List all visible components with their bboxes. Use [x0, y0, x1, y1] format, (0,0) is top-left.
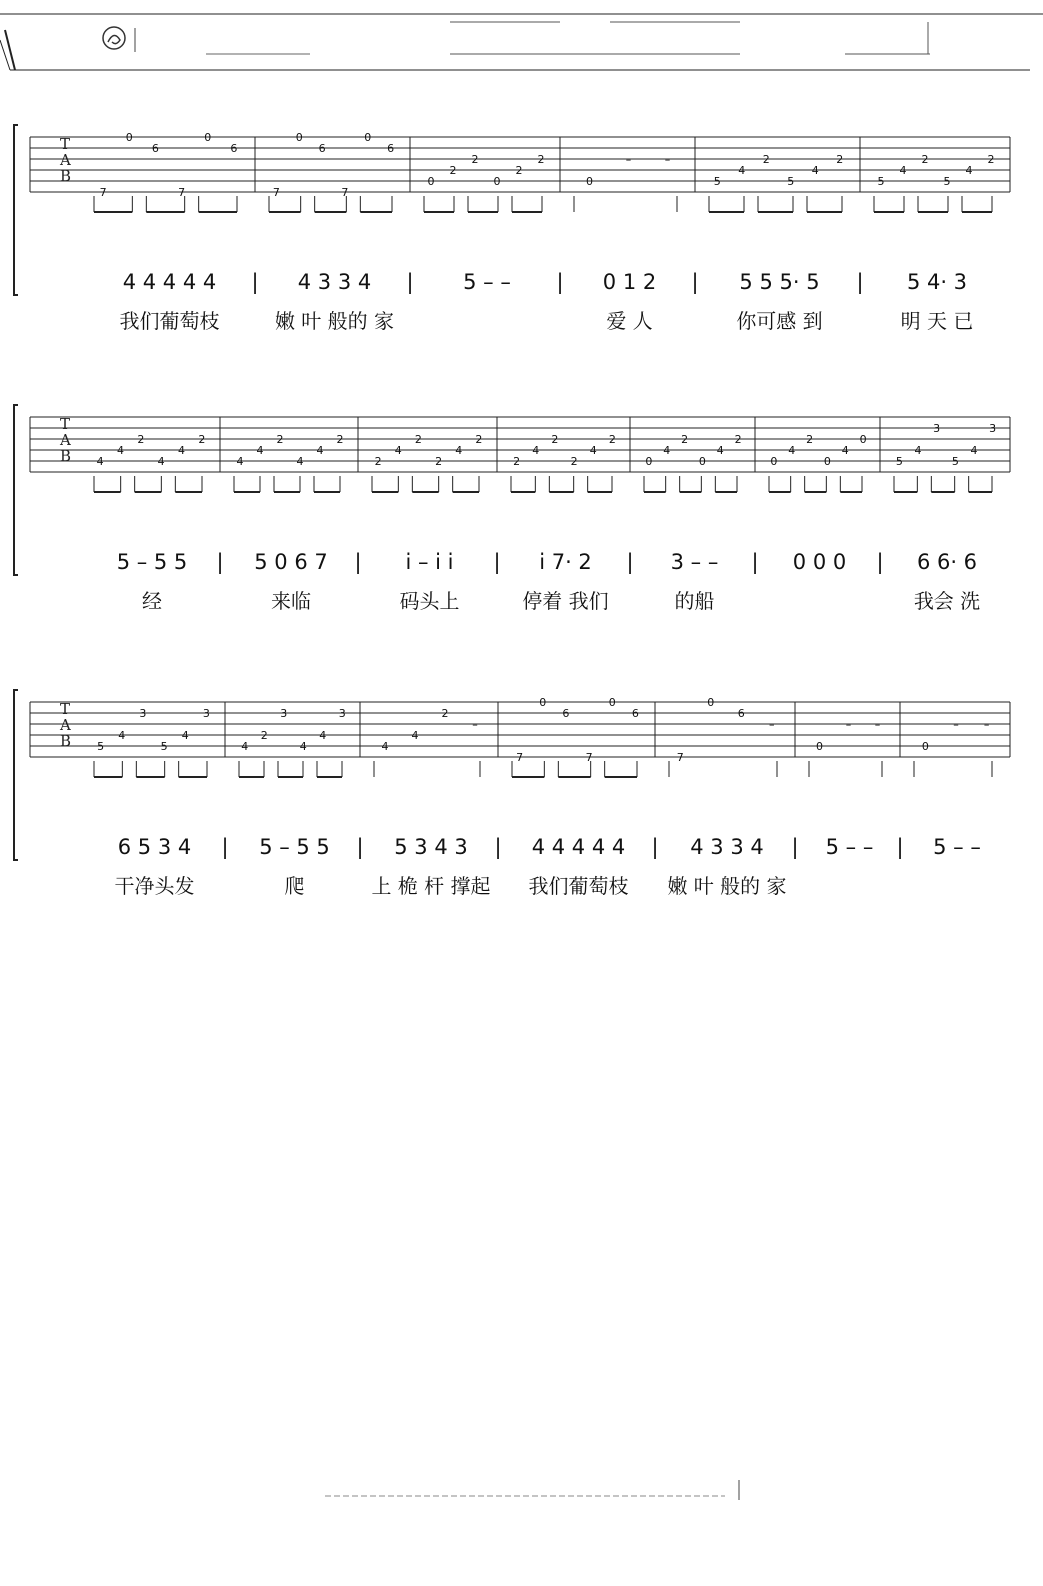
tab-fret-number: –: [472, 718, 478, 731]
lyric-segment: 你可感 到: [736, 309, 823, 333]
tab-clef-letter: T: [60, 135, 71, 153]
tab-fret-number: 6: [318, 142, 326, 155]
tab-fret-number: 4: [256, 444, 264, 457]
tab-fret-number: 2: [921, 153, 929, 166]
lyric-segment: 我会 洗: [913, 589, 981, 613]
tab-fret-number: 4: [178, 444, 185, 457]
tab-fret-number: 0: [608, 696, 616, 709]
tab-fret-number: 5: [877, 175, 885, 188]
jianpu-measure: 5 5 5· 5: [739, 270, 820, 294]
tab-clef-letter: T: [60, 415, 71, 433]
jianpu-measure: 0 0 0: [792, 550, 847, 574]
lyric-segment: 停着 我们: [522, 589, 609, 613]
tab-fret-number: 4: [455, 444, 463, 457]
tab-fret-number: 2: [836, 153, 844, 166]
tab-fret-number: 0: [364, 131, 372, 144]
tab-fret-number: 2: [475, 433, 483, 446]
tab-fret-number: 0: [859, 433, 867, 446]
tab-fret-number: 4: [296, 455, 304, 468]
tab-clef-letter: B: [60, 732, 72, 750]
tab-fret-number: 2: [137, 433, 145, 446]
score-system-3: [10, 690, 1035, 898]
tab-fret-number: 4: [236, 455, 244, 468]
tab-fret-number: 4: [316, 444, 324, 457]
tab-fret-number: 0: [770, 455, 778, 468]
tab-fret-number: –: [845, 718, 852, 731]
jianpu-measure: 5 – –: [463, 270, 511, 294]
jianpu-measure: 3 – –: [670, 550, 719, 574]
lyric-segment: 我们葡萄枝: [119, 309, 220, 333]
page-header: [0, 0, 1043, 80]
tab-fret-number: 4: [181, 729, 189, 742]
tab-fret-number: –: [769, 718, 775, 731]
tab-fret-number: 5: [713, 175, 721, 188]
jianpu-measure: i 7· 2: [539, 550, 592, 574]
tab-fret-number: –: [664, 153, 671, 166]
tab-fret-number: 7: [341, 186, 349, 199]
tab-fret-number: 0: [427, 175, 435, 188]
page-footer: [325, 1478, 745, 1508]
jianpu-row: [10, 270, 1035, 304]
tab-fret-number: –: [874, 718, 881, 731]
tab-fret-number: 4: [589, 444, 597, 457]
jianpu-row: [10, 550, 1035, 584]
lyric-segment: 来临: [271, 589, 311, 613]
tab-fret-number: 2: [762, 153, 770, 166]
tab-fret-number: 2: [570, 455, 578, 468]
tab-fret-number: 2: [441, 707, 449, 720]
jianpu-barline: |: [356, 835, 364, 859]
tab-fret-number: 4: [118, 729, 126, 742]
tab-fret-number: 4: [157, 455, 165, 468]
tab-fret-number: 4: [738, 164, 746, 177]
tab-fret-number: 2: [513, 455, 521, 468]
tab-fret-number: 6: [387, 142, 395, 155]
tab-clef-letter: A: [60, 431, 71, 449]
jianpu-barline: |: [691, 270, 699, 294]
tab-fret-number: 5: [97, 740, 105, 753]
tab-fret-number: 4: [811, 164, 819, 177]
tab-fret-number: 3: [139, 707, 147, 720]
jianpu-barline: |: [791, 835, 799, 859]
tab-fret-number: 4: [117, 444, 124, 457]
tab-fret-number: 4: [241, 740, 249, 753]
tab-fret-number: 4: [394, 444, 402, 457]
tab-clef-letter: T: [60, 700, 71, 718]
jianpu-barline: |: [493, 550, 501, 574]
tab-fret-number: 4: [841, 444, 849, 457]
tab-fret-number: 3: [338, 707, 346, 720]
tab-fret-number: 5: [787, 175, 795, 188]
tab-fret-number: 2: [551, 433, 559, 446]
jianpu-measure: 4 3 3 4: [690, 835, 764, 859]
tab-fret-number: 7: [272, 186, 280, 199]
tab-fret-number: 2: [435, 455, 443, 468]
tab-fret-number: –: [625, 153, 632, 166]
tab-fret-number: 0: [586, 175, 593, 188]
lyric-segment: 的船: [674, 589, 715, 613]
tab-fret-number: 0: [707, 696, 715, 709]
tab-fret-number: 0: [125, 131, 133, 144]
tab-fret-number: 4: [970, 444, 978, 457]
tab-fret-number: 5: [943, 175, 951, 188]
tab-fret-number: 4: [319, 729, 327, 742]
tab-fret-number: 0: [921, 740, 929, 753]
tab-fret-number: 0: [698, 455, 706, 468]
tab-fret-number: 2: [734, 433, 742, 446]
tab-fret-number: 2: [806, 433, 814, 446]
tab-fret-number: 2: [515, 164, 523, 177]
tab-fret-number: 3: [280, 707, 288, 720]
tab-fret-number: 0: [645, 455, 653, 468]
jianpu-barline: |: [216, 550, 224, 574]
jianpu-barline: |: [494, 835, 502, 859]
lyric-segment: 经: [142, 589, 162, 613]
jianpu-barline: |: [354, 550, 362, 574]
tab-fret-number: 2: [276, 433, 284, 446]
tab-fret-number: 6: [151, 142, 159, 155]
lyric-segment: 嫩 叶 般的 家: [274, 309, 395, 333]
tab-fret-number: 4: [96, 455, 104, 468]
jianpu-barline: |: [556, 270, 564, 294]
tab-clef-letter: B: [60, 167, 72, 185]
jianpu-barline: |: [406, 270, 414, 294]
tab-fret-number: 2: [198, 433, 206, 446]
tab-fret-number: 6: [230, 142, 238, 155]
tab-fret-number: 4: [663, 444, 671, 457]
tab-fret-number: 2: [374, 455, 382, 468]
tab-fret-number: 4: [381, 740, 389, 753]
jianpu-barline: |: [651, 835, 659, 859]
tab-fret-number: 3: [989, 422, 997, 435]
tab-fret-number: 0: [816, 740, 823, 753]
tab-fret-number: 6: [631, 707, 639, 720]
jianpu-measure: i – i i: [405, 550, 454, 574]
header-strip: [0, 0, 1043, 80]
score-system-1: [10, 125, 1035, 333]
tab-fret-number: 0: [539, 696, 547, 709]
jianpu-barline: |: [876, 550, 884, 574]
tab-fret-number: 0: [295, 131, 303, 144]
tab-fret-number: 7: [516, 751, 524, 764]
tab-fret-number: 0: [823, 455, 831, 468]
jianpu-barline: |: [896, 835, 904, 859]
tab-fret-number: 6: [562, 707, 570, 720]
tab-clef-letter: B: [60, 447, 72, 465]
jianpu-measure: 5 4· 3: [906, 270, 968, 294]
tab-fret-number: 4: [788, 444, 796, 457]
jianpu-measure: 4 4 4 4 4: [531, 835, 626, 859]
lyric-segment: 码头上: [399, 589, 460, 613]
lyric-segment: 干净头发: [114, 874, 195, 898]
tab-fret-number: 5: [951, 455, 959, 468]
tab-fret-number: 2: [471, 153, 479, 166]
tab-fret-number: 2: [608, 433, 616, 446]
tab-fret-number: 4: [899, 164, 907, 177]
tab-fret-number: 7: [99, 186, 107, 199]
jianpu-measure: 6 5 3 4: [117, 835, 192, 859]
tab-fret-number: 4: [965, 164, 973, 177]
jianpu-barline: |: [251, 270, 259, 294]
lyric-segment: 嫩 叶 般的 家: [667, 874, 787, 898]
jianpu-row: [10, 835, 1035, 869]
tab-fret-number: 7: [676, 751, 684, 764]
jianpu-measure: 5 – 5 5: [116, 550, 188, 574]
tab-fret-number: 4: [716, 444, 724, 457]
jianpu-measure: 4 4 4 4 4: [122, 270, 217, 294]
tab-clef-letter: A: [60, 716, 71, 734]
jianpu-measure: 5 3 4 3: [394, 835, 468, 859]
jianpu-measure: 5 – 5 5: [259, 835, 330, 859]
lyric-segment: 上 桅 杆 撑起: [371, 874, 491, 898]
tab-fret-number: 5: [895, 455, 903, 468]
tab-fret-number: 4: [299, 740, 307, 753]
tab-fret-number: 4: [411, 729, 419, 742]
jianpu-barline: |: [626, 550, 634, 574]
jianpu-measure: 5 0 6 7: [254, 550, 328, 574]
tab-fret-number: 2: [987, 153, 995, 166]
tab-fret-number: 2: [537, 153, 545, 166]
tab-fret-number: 7: [178, 186, 186, 199]
jianpu-measure: 4 3 3 4: [297, 270, 372, 294]
tab-fret-number: 6: [737, 707, 745, 720]
tab-fret-number: 2: [449, 164, 457, 177]
tab-fret-number: 2: [336, 433, 344, 446]
tab-fret-number: 4: [914, 444, 922, 457]
jianpu-barline: |: [751, 550, 759, 574]
jianpu-measure: 0 1 2: [602, 270, 657, 294]
tab-fret-number: 3: [202, 707, 210, 720]
lyric-segment: 爬: [284, 874, 305, 898]
tab-fret-number: 2: [681, 433, 689, 446]
tab-clef-letter: A: [60, 151, 71, 169]
tab-fret-number: 2: [414, 433, 422, 446]
jianpu-measure: 6 6· 6: [916, 550, 978, 574]
jianpu-measure: 5 – –: [933, 835, 981, 859]
jianpu-barline: |: [221, 835, 229, 859]
tab-fret-number: 7: [585, 751, 593, 764]
tab-fret-number: 2: [260, 729, 268, 742]
footer-strip: [325, 1478, 745, 1508]
tab-fret-number: 3: [933, 422, 941, 435]
score-system-2: [10, 405, 1035, 613]
lyric-segment: 明 天 已: [900, 309, 974, 333]
tab-fret-number: –: [953, 718, 959, 731]
jianpu-barline: |: [856, 270, 864, 294]
tab-fret-number: 5: [160, 740, 168, 753]
lyric-segment: 爱 人: [606, 309, 653, 333]
jianpu-measure: 5 – –: [825, 835, 874, 859]
lyric-segment: 我们葡萄枝: [528, 874, 629, 898]
tab-fret-number: –: [983, 718, 990, 731]
tab-fret-number: 4: [532, 444, 540, 457]
music-logo-icon: [103, 27, 125, 49]
tab-fret-number: 0: [204, 131, 212, 144]
tab-fret-number: 0: [493, 175, 501, 188]
